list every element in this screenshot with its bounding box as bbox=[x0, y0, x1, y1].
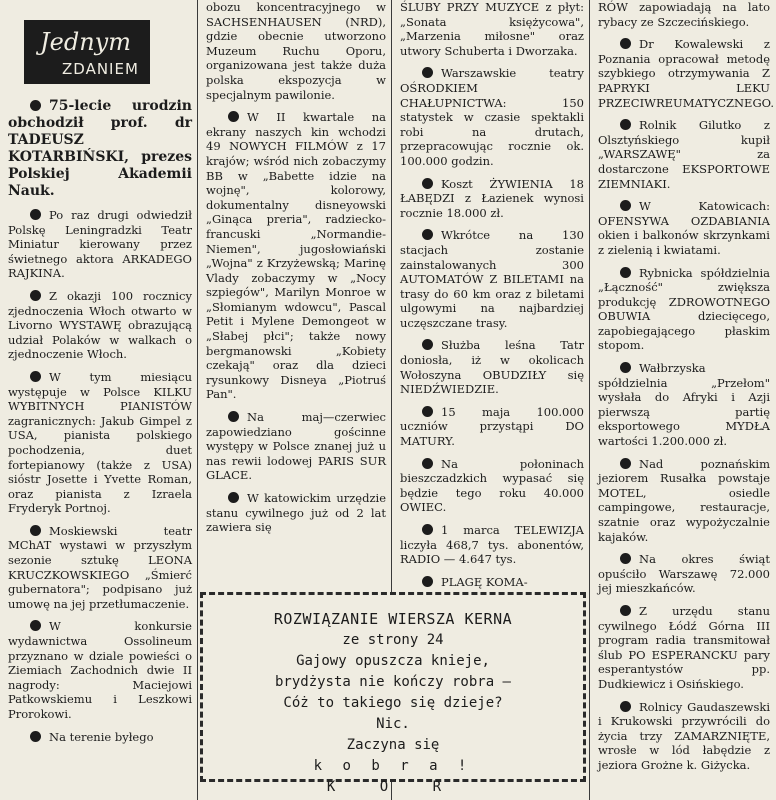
news-item: W II kwartale na ekrany naszych kin wchodzi 49 NOWYCH FILMÓW z 17 krajów; wśród nich zobaczymy BB w „Babette idzie na wojnę", kolorowy, dokumentalny disneyowski „Ginąca preria", radziecko-francuski „Normandie-Niemen", jugosłowiański „Wojna" z Krzyżewską; Marinę Vlady zobaczymy w „Nocy szpiegów", Marilyn Monroe w „Słomianym wdowcu", Pascal Petit i Mylene Demongeot w „Słabej płci"; także nowy bergmanowski „Kobiety czekają" oraz dla dzieci rysunkowy Disneya „Piotruś Pan". bbox=[206, 110, 386, 402]
news-item: Rolnicy Gaudaszewski i Krukowski przywrócili do życia trzy ZAMARZNIĘTE, wrosłe w lód łabędzie z jeziora Grożne k. Giżycka. bbox=[598, 699, 770, 772]
news-item: Warszawskie teatry OŚRODKIEM CHAŁUPNICTWA: 150 statystek w czasie spektakli robi na drutach, przepracowując rocznie ok. 100.000 godzin. bbox=[400, 66, 584, 168]
poem-box bbox=[200, 592, 586, 795]
news-item: Wkrótce na 130 stacjach zostanie zainstalowanych 300 AUTOMATÓW Z BILETAMI na trasy do 60 km oraz z biletami ulgowymi na najbardziej uczęszczane trasy. bbox=[400, 228, 584, 330]
bullet-icon bbox=[422, 178, 433, 189]
poem-line: brydżysta nie kończy robra — bbox=[274, 674, 511, 690]
bullet-icon bbox=[30, 620, 41, 631]
bullet-icon bbox=[620, 119, 631, 130]
news-item: Na okres świąt opuściło Warszawę 72.000 jej mieszkańców. bbox=[598, 552, 770, 596]
news-item: W konkursie wydawnictwa Ossolineum przyznano w dziale powieści o Ziemiach Zachodnich dwie II nagrody: Maciejowi Patkowskiemu i Leszkowi Prorokowi. bbox=[8, 619, 192, 721]
news-item: Na połoninach bieszczadzkich wypasać się będzie tego roku 40.000 OWIEC. bbox=[400, 456, 584, 515]
news-item-continuation: ŚLUBY PRZY MUZYCE z płyt: „Sonata księżycowa", „Marzenia miłosne" oraz utwory Schuberta i Dworzaka. bbox=[400, 0, 584, 58]
bullet-icon bbox=[620, 267, 631, 278]
news-item: Moskiewski teatr MChAT wystawi w przyszłym sezonie sztukę LEONA KRUCZKOWSKIEGO „Śmierć gubernatora"; podpisano już umowę na jej przetłumaczenie. bbox=[8, 523, 192, 611]
bullet-icon bbox=[620, 200, 631, 211]
poem-line: Cóż to takiego się dzieje? bbox=[283, 695, 503, 711]
bullet-icon bbox=[30, 371, 41, 382]
bullet-icon bbox=[620, 701, 631, 712]
news-item: W tym miesiącu występuje w Polsce KILKU WYBITNYCH PIANISTÓW zagranicznych: Jakub Gimpel z USA, pianista polskiego pochodzenia, duet fortepianowy (także z USA) sióstr Josette i Yvette Roman, oraz pianista z Izraela Fryderyk Portnoj. bbox=[8, 369, 192, 516]
column-1 bbox=[0, 0, 198, 800]
bullet-icon bbox=[228, 111, 239, 122]
news-item: Na maj—czerwiec zapowiedziano gościnne występy w Polsce znanej już u nas rewii lodowej PARIS SUR GLACE. bbox=[206, 410, 386, 483]
bullet-icon bbox=[30, 100, 41, 111]
bullet-icon bbox=[228, 492, 239, 503]
news-item: Po raz drugi odwiedził Polskę Leningradzki Teatr Miniatur kierowany przez świetnego aktora ARKADEGO RAJKINA. bbox=[8, 208, 192, 281]
bullet-icon bbox=[620, 458, 631, 469]
bullet-icon bbox=[228, 411, 239, 422]
news-item: W katowickim urzędzie stanu cywilnego już od 2 lat zawiera się bbox=[206, 491, 386, 535]
poem-subtitle: ze strony 24 bbox=[342, 632, 444, 648]
bullet-icon bbox=[30, 731, 41, 742]
poem-line: Gajowy opuszcza knieje, bbox=[296, 653, 490, 669]
bullet-icon bbox=[422, 67, 433, 78]
news-item: 15 maja 100.000 uczniów przystąpi DO MATURY. bbox=[400, 404, 584, 449]
bullet-icon bbox=[620, 362, 631, 373]
bullet-icon bbox=[30, 209, 41, 220]
bullet-icon bbox=[422, 458, 433, 469]
news-item-continuation: RÓW zapowiadają na lato rybacy ze Szczecińskiego. bbox=[598, 0, 770, 29]
bullet-icon bbox=[422, 229, 433, 240]
bullet-icon bbox=[422, 524, 433, 535]
bullet-icon bbox=[620, 605, 631, 616]
news-item: Wałbrzyska spółdzielnia „Przełom" wysłała do Afryki i Azji pierwszą partię eksportowego MYDŁA wartości 1.200.000 zł. bbox=[598, 361, 770, 449]
bullet-icon bbox=[422, 339, 433, 350]
news-item: 75-lecie urodzin obchodził prof. dr TADEUSZ KOTARBIŃSKI, prezes Polskiej Akademii Nauk. bbox=[8, 98, 192, 199]
news-item: W Katowicach: OFENSYWA OZDABIANIA okien i balkonów skrzynkami z zielenią i kwiatami. bbox=[598, 199, 770, 257]
news-item: Nad poznańskim jeziorem Rusałka powstaje MOTEL, osiedle campingowe, restauracje, szatnie oraz wypożyczalnie kajaków. bbox=[598, 456, 770, 544]
news-item: 1 marca TELEWIZJA liczyła 468,7 tys. abonentów, RADIO — 4.647 tys. bbox=[400, 523, 584, 567]
news-item: Z okazji 100 rocznicy zjednoczenia Włoch otwarto w Livorno WYSTAWĘ obrazującą udział Polaków w walkach o zjednoczenie Włoch. bbox=[8, 288, 192, 362]
poem-title: ROZWIĄZANIE WIERSZA KERNA bbox=[273, 610, 513, 628]
news-item: Rybnicka spółdzielnia „Łączność" zwiększa produkcję ZDROWOTNEGO OBUWIA dziecięcego, zapobiegającego płaskim stopom. bbox=[598, 265, 770, 353]
poem-line: Zaczyna się bbox=[346, 737, 440, 753]
poem-letters-bottom: K O R bbox=[326, 779, 460, 795]
poem-line: Nic. bbox=[376, 716, 410, 732]
news-item: Służba leśna Tatr doniosła, iż w okolicach Wołoszyna OBUDZIŁY się NIEDŹWIEDZIE. bbox=[400, 338, 584, 397]
news-item: Na terenie byłego bbox=[8, 730, 192, 745]
bullet-icon bbox=[422, 576, 433, 587]
poem-letters-top: k o b r a ! bbox=[313, 758, 473, 774]
column-4 bbox=[590, 0, 776, 800]
news-item-continuation: obozu koncentracyjnego w SACHSENHAUSEN (NRD), gdzie obecnie utworzono Muzeum Ruchu Oporu, organizowana jest także duża polska ekspozycja w specjalnym pawilonie. bbox=[206, 0, 386, 102]
bullet-icon bbox=[422, 406, 433, 417]
bullet-icon bbox=[30, 525, 41, 536]
bullet-icon bbox=[620, 553, 631, 564]
logo-line-1: Jednym bbox=[40, 28, 131, 56]
news-item: PLAGĘ KOMA- bbox=[400, 575, 584, 590]
news-item: Z urzędu stanu cywilnego Łódź Górna III program radia transmitował ślub PO ESPERANCKU pary esperantystów pp. Dudkiewicz i Osińskiego. bbox=[598, 603, 770, 691]
bullet-icon bbox=[30, 290, 41, 301]
news-item: Dr Kowalewski z Poznania opracował metodę szybkiego otrzymywania Z PAPRYKI LEKU PRZECIWREUMATYCZNEGO. bbox=[598, 37, 775, 110]
bullet-icon bbox=[620, 38, 631, 49]
news-item: Koszt ŻYWIENIA 18 ŁABĘDZI z Łazienek wynosi rocznie 18.000 zł. bbox=[400, 176, 584, 220]
jednym-zdaniem-logo bbox=[24, 20, 150, 84]
logo-line-2: ZDANIEM bbox=[62, 60, 139, 78]
news-item: Rolnik Gilutko z Olsztyńskiego kupił „WARSZAWĘ" za dostarczone EKSPORTOWE ZIEMNIAKI. bbox=[598, 118, 770, 191]
